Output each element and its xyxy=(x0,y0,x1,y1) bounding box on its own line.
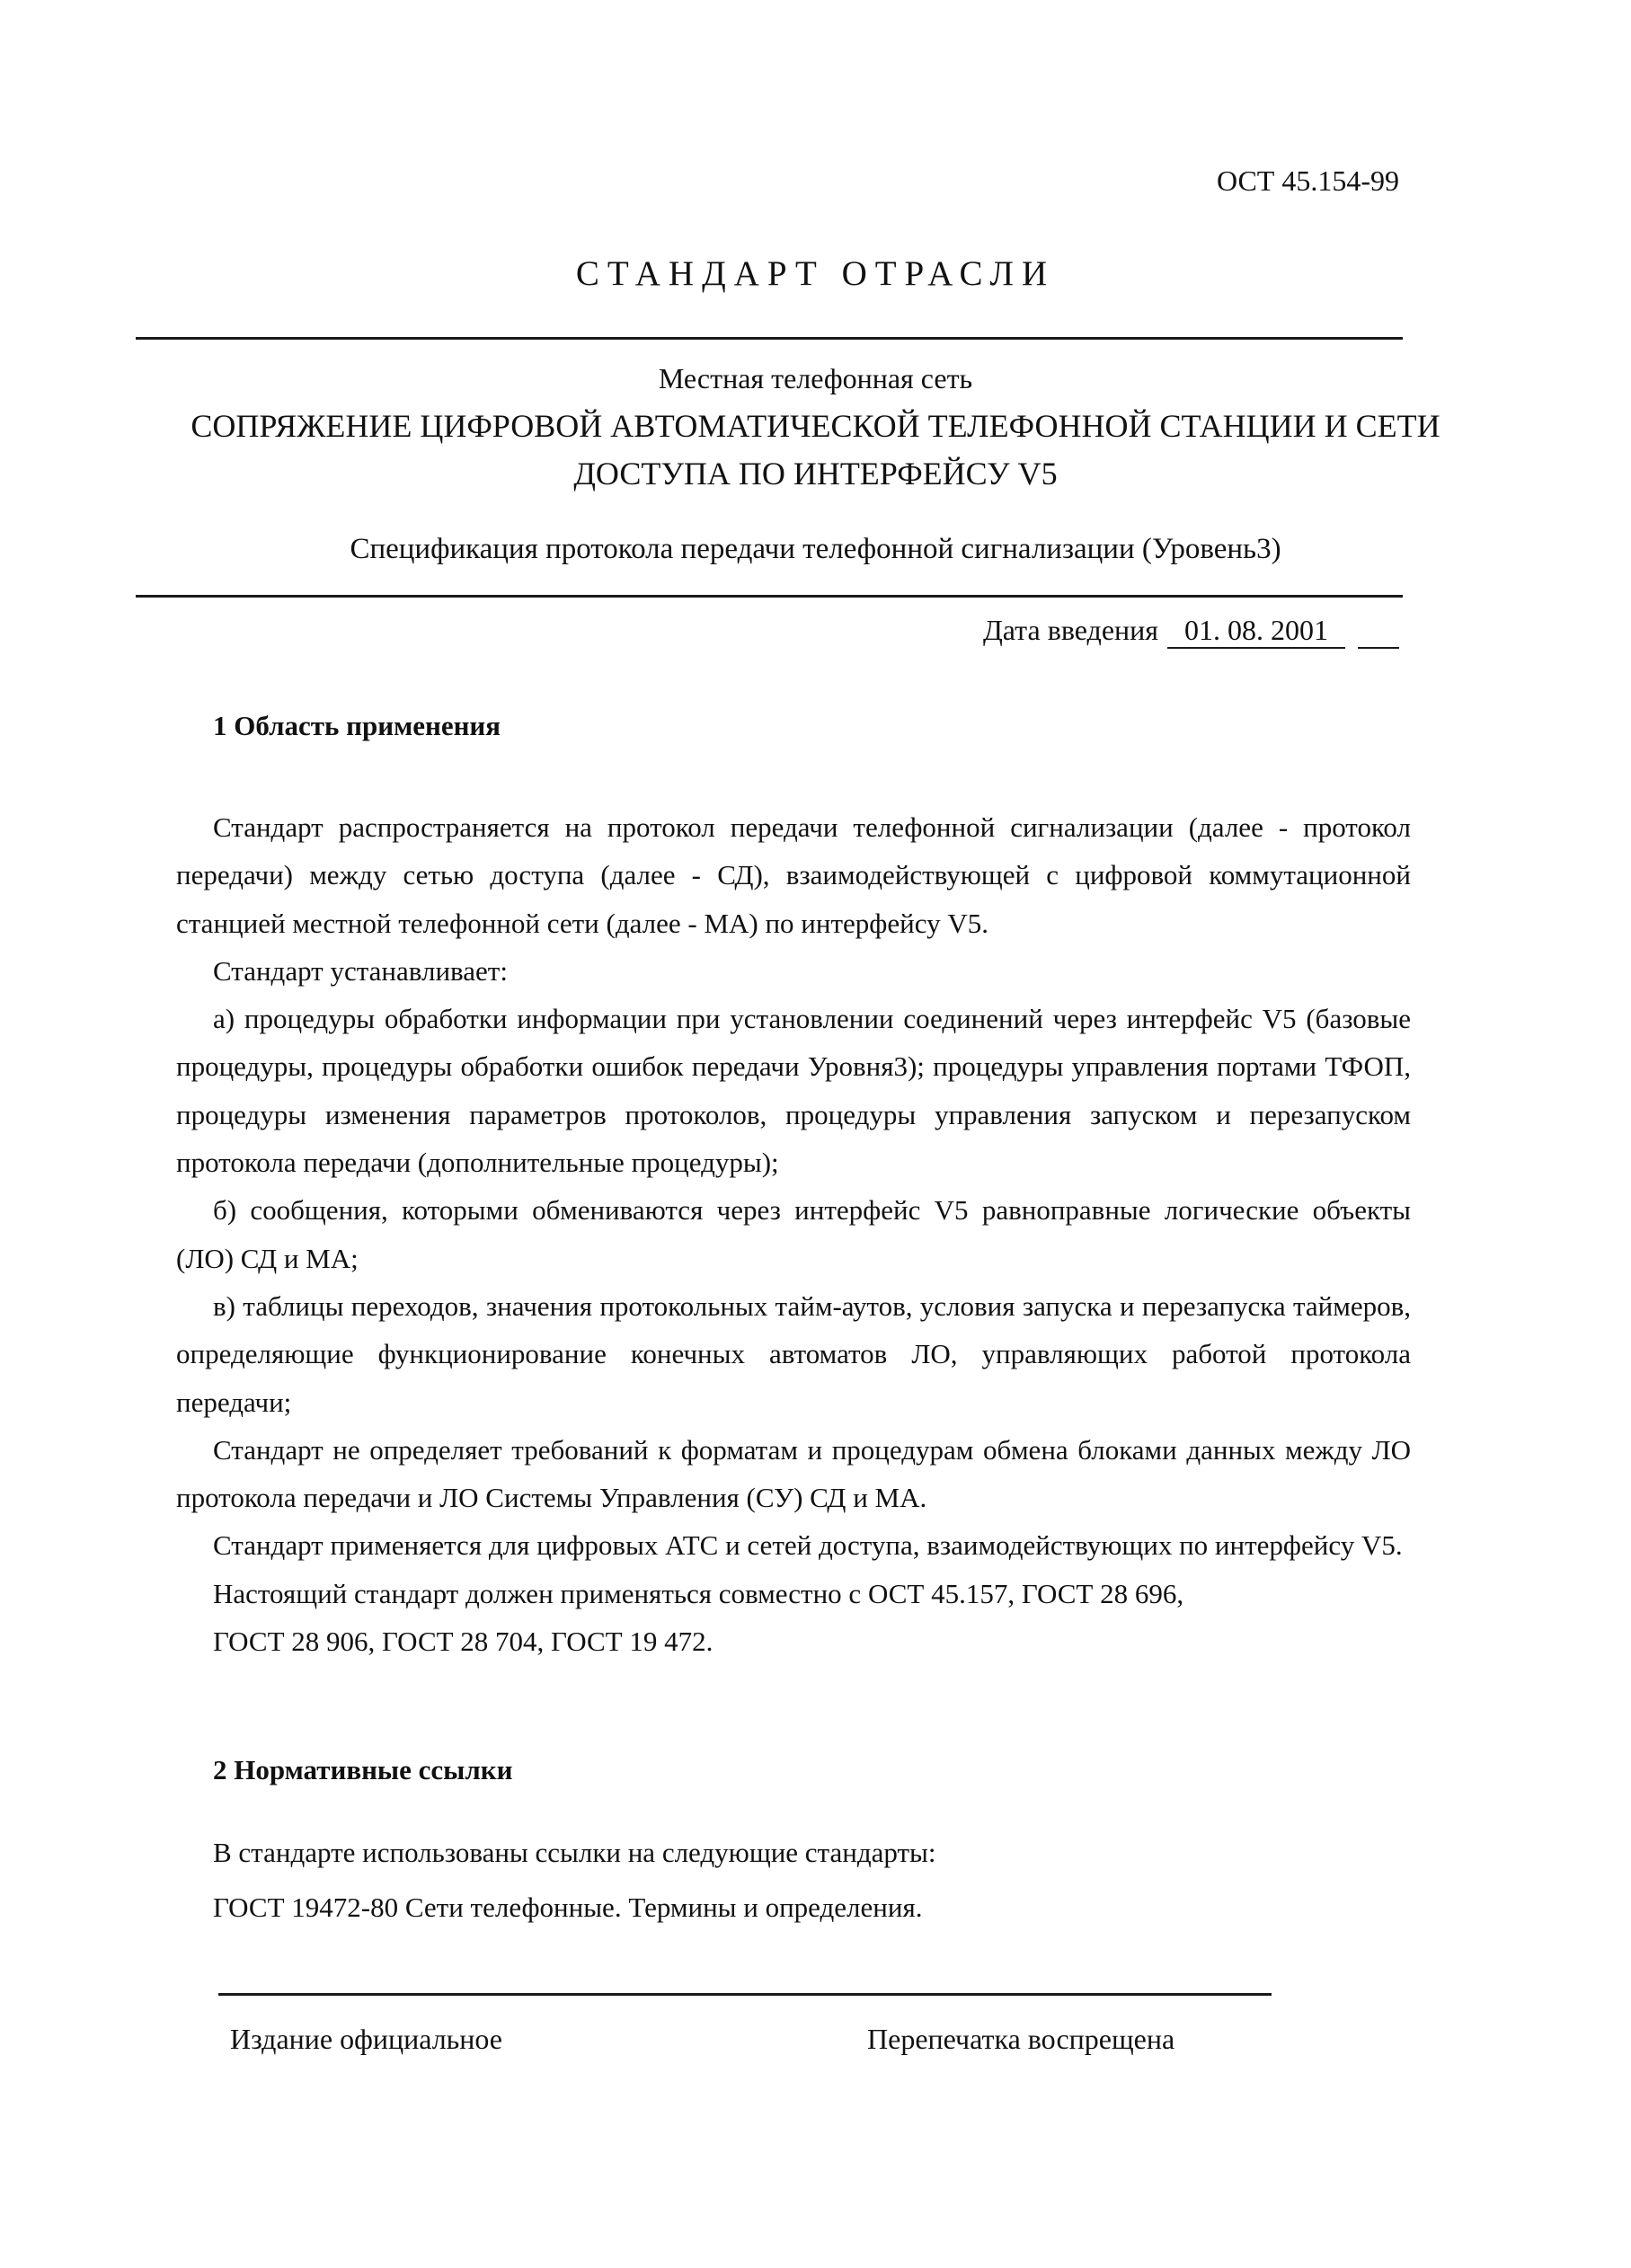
introduction-date xyxy=(983,614,1399,649)
date-label: Дата введения xyxy=(982,614,1158,646)
paragraph: Стандарт применяется для цифровых АТС и сетей доступа, взаимодействующих по интерфейсу V5. xyxy=(213,1529,1403,1562)
section1-heading: 1 Область применения xyxy=(213,710,501,741)
section2-body xyxy=(176,1829,1411,1932)
section2-heading: 2 Нормативные ссылки xyxy=(213,1754,513,1785)
title-divider-top xyxy=(136,337,1403,340)
document-number: ОСТ 45.154-99 xyxy=(1216,164,1399,197)
title-divider-bottom xyxy=(136,595,1403,598)
section1-body xyxy=(176,803,1411,1665)
main-title-line1: СОПРЯЖЕНИЕ ЦИФРОВОЙ АВТОМАТИЧЕСКОЙ ТЕЛЕФОННОЙ СТАНЦИИ И СЕТИ xyxy=(191,408,1440,444)
paragraph: Стандарт не определяет требований к форматам и процедурам обмена блоками данных между ЛО протокола передачи и ЛО Системы Управления (СУ) СД и МА. xyxy=(176,1433,1411,1514)
network-name: Местная телефонная сеть xyxy=(658,362,973,394)
paragraph: Настоящий стандарт должен применяться совместно с ОСТ 45.157, ГОСТ 28 696, xyxy=(213,1577,1184,1609)
paragraph: Стандарт распространяется на протокол передачи телефонной сигнализации (далее - протокол передачи) между сетью доступа (далее - СД), взаимодействующей с цифровой коммутационной станцией местной телефонной сети (далее - МА) по интерфейсу V5. xyxy=(176,811,1411,939)
paragraph: ГОСТ 28 906, ГОСТ 28 704, ГОСТ 19 472. xyxy=(213,1626,714,1658)
date-value: 01. 08. 2001 xyxy=(1167,614,1345,649)
paragraph: Стандарт устанавливает: xyxy=(213,954,508,987)
footer-reprint-prohibited: Перепечатка воспрещена xyxy=(867,2023,1175,2055)
list-item: в) таблицы переходов, значения протокольных тайм-аутов, условия запуска и перезапуска таймеров, определяющие функционирование конечных автоматов ЛО, управляющих работой протокола передачи; xyxy=(176,1289,1411,1418)
list-item: б) сообщения, которыми обмениваются через интерфейс V5 равноправные логические объекты (ЛО) СД и МА; xyxy=(176,1194,1411,1274)
subtitle: Спецификация протокола передачи телефонной сигнализации (Уровень3) xyxy=(350,533,1281,565)
footer-official-edition: Издание официальное xyxy=(230,2023,502,2055)
paragraph: В стандарте использованы ссылки на следующие стандарты: xyxy=(213,1837,936,1868)
list-item: а) процедуры обработки информации при установлении соединений через интерфейс V5 (базовые процедуры, процедуры обработки ошибок передачи Уровня3); процедуры управления портами ТФОП, процедуры изменения параметров протоколов, процедуры управления запуском и перезапуском протокола передачи (дополнительные процедуры); xyxy=(176,1003,1411,1179)
footer-divider xyxy=(218,1993,1272,1996)
main-title-line2: ДОСТУПА ПО ИНТЕРФЕЙСУ V5 xyxy=(573,456,1058,492)
date-underline xyxy=(1358,620,1399,649)
standard-title: СТАНДАРТ ОТРАСЛИ xyxy=(575,254,1056,293)
reference-item: ГОСТ 19472-80 Сети телефонные. Термины и определения. xyxy=(213,1891,923,1924)
